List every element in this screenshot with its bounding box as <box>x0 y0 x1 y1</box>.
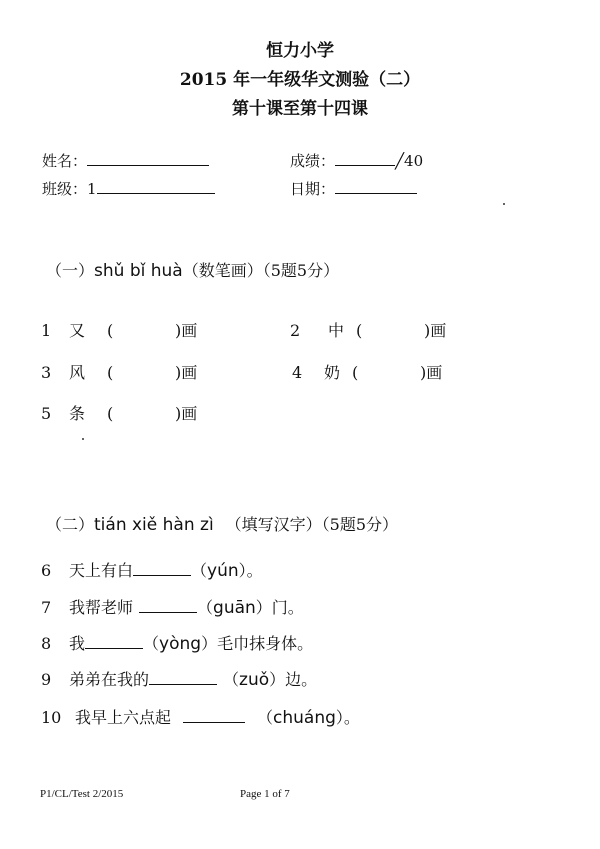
item-open: ( <box>356 321 363 340</box>
class-line <box>97 179 215 194</box>
item-after: ）门。 <box>255 598 304 617</box>
name-field <box>42 150 209 171</box>
stroke-item-4 <box>292 360 442 383</box>
item-number: 8 <box>41 634 52 653</box>
item-open: ( <box>352 363 359 382</box>
item-pinyin: guān <box>213 598 256 618</box>
item-after: ）。 <box>335 708 360 727</box>
item-number: 3 <box>41 363 52 382</box>
item-before: 弟弟在我的 <box>69 670 150 689</box>
item-open: （ <box>191 561 208 580</box>
stroke-item-5 <box>41 401 197 424</box>
item-number: 10 <box>41 708 62 727</box>
section1-heading <box>46 258 339 281</box>
item-open: （ <box>197 598 214 617</box>
item-char: 中 <box>328 321 345 340</box>
date-line <box>335 179 417 194</box>
score-field <box>290 150 423 171</box>
answer-blank <box>139 597 197 613</box>
item-number: 9 <box>41 670 52 689</box>
test-code: P1/CL/Test 2/2015 <box>40 788 124 800</box>
item-before: 我早上六点起 <box>75 708 172 727</box>
item-open: （ <box>223 670 240 689</box>
lessons-range: 第十课至第十四课 <box>232 99 368 119</box>
section1-prefix: （一） <box>46 261 95 280</box>
answer-blank <box>183 707 245 723</box>
item-close: )画 <box>424 321 447 340</box>
exam-title: 2015 年一年级华文测验（二） <box>179 70 421 90</box>
fill-item-7 <box>41 595 304 618</box>
stroke-item-3 <box>41 360 197 383</box>
section2-heading <box>46 512 398 535</box>
score-line <box>335 151 395 166</box>
item-number: 6 <box>41 561 52 580</box>
class-field <box>42 178 215 199</box>
item-before: 我 <box>69 634 86 653</box>
section1-pinyin: shǔ bǐ huà <box>94 261 183 281</box>
item-before: 天上有白 <box>69 561 134 580</box>
item-close: )画 <box>175 321 198 340</box>
date-field <box>290 178 417 199</box>
section2-title: （填写汉字）（5题5分） <box>225 515 399 534</box>
scan-speck <box>503 203 505 205</box>
answer-blank <box>85 633 143 649</box>
item-open: （ <box>257 708 274 727</box>
fill-item-6 <box>41 558 263 581</box>
fill-item-8 <box>41 631 313 654</box>
date-label: 日期： <box>290 180 336 198</box>
item-close: )画 <box>175 363 198 382</box>
item-number: 1 <box>41 321 52 340</box>
item-pinyin: chuáng <box>273 708 336 728</box>
item-open: ( <box>107 321 114 340</box>
item-pinyin: yún <box>207 561 239 581</box>
item-pinyin: yòng <box>159 634 202 654</box>
school-name: 恒力小学 <box>266 41 334 61</box>
item-close: )画 <box>175 404 198 423</box>
item-close: )画 <box>420 363 443 382</box>
item-number: 5 <box>41 404 52 423</box>
scan-speck <box>82 438 84 440</box>
name-line <box>87 151 209 166</box>
fill-item-9 <box>41 667 317 690</box>
fill-item-10 <box>41 705 360 728</box>
item-after: ）。 <box>238 561 263 580</box>
item-char: 风 <box>69 363 86 382</box>
stroke-item-2 <box>290 318 446 341</box>
answer-blank <box>133 560 191 576</box>
item-open: ( <box>107 404 114 423</box>
item-number: 4 <box>292 363 303 382</box>
class-label: 班级： <box>42 180 88 198</box>
item-after: ）边。 <box>269 670 318 689</box>
page-number: Page 1 of 7 <box>240 788 290 800</box>
class-value: 1 <box>87 180 97 198</box>
item-before: 我帮老师 <box>69 598 134 617</box>
item-open: ( <box>107 363 114 382</box>
section1-title: （数笔画）（5题5分） <box>182 261 340 280</box>
item-pinyin: zuǒ <box>239 670 270 690</box>
score-label: 成绩： <box>290 152 336 170</box>
item-char: 奶 <box>324 363 341 382</box>
answer-blank <box>149 669 217 685</box>
item-char: 又 <box>69 321 86 340</box>
item-number: 2 <box>290 321 301 340</box>
item-char: 条 <box>69 404 86 423</box>
stroke-item-1 <box>41 318 197 341</box>
item-after: ）毛巾抹身体。 <box>201 634 314 653</box>
item-open: （ <box>143 634 160 653</box>
item-number: 7 <box>41 598 52 617</box>
section2-pinyin: tián xiě hàn zì <box>94 515 214 535</box>
section2-prefix: （二） <box>46 515 95 534</box>
score-total: ╱40 <box>395 152 424 170</box>
name-label: 姓名： <box>42 152 88 170</box>
